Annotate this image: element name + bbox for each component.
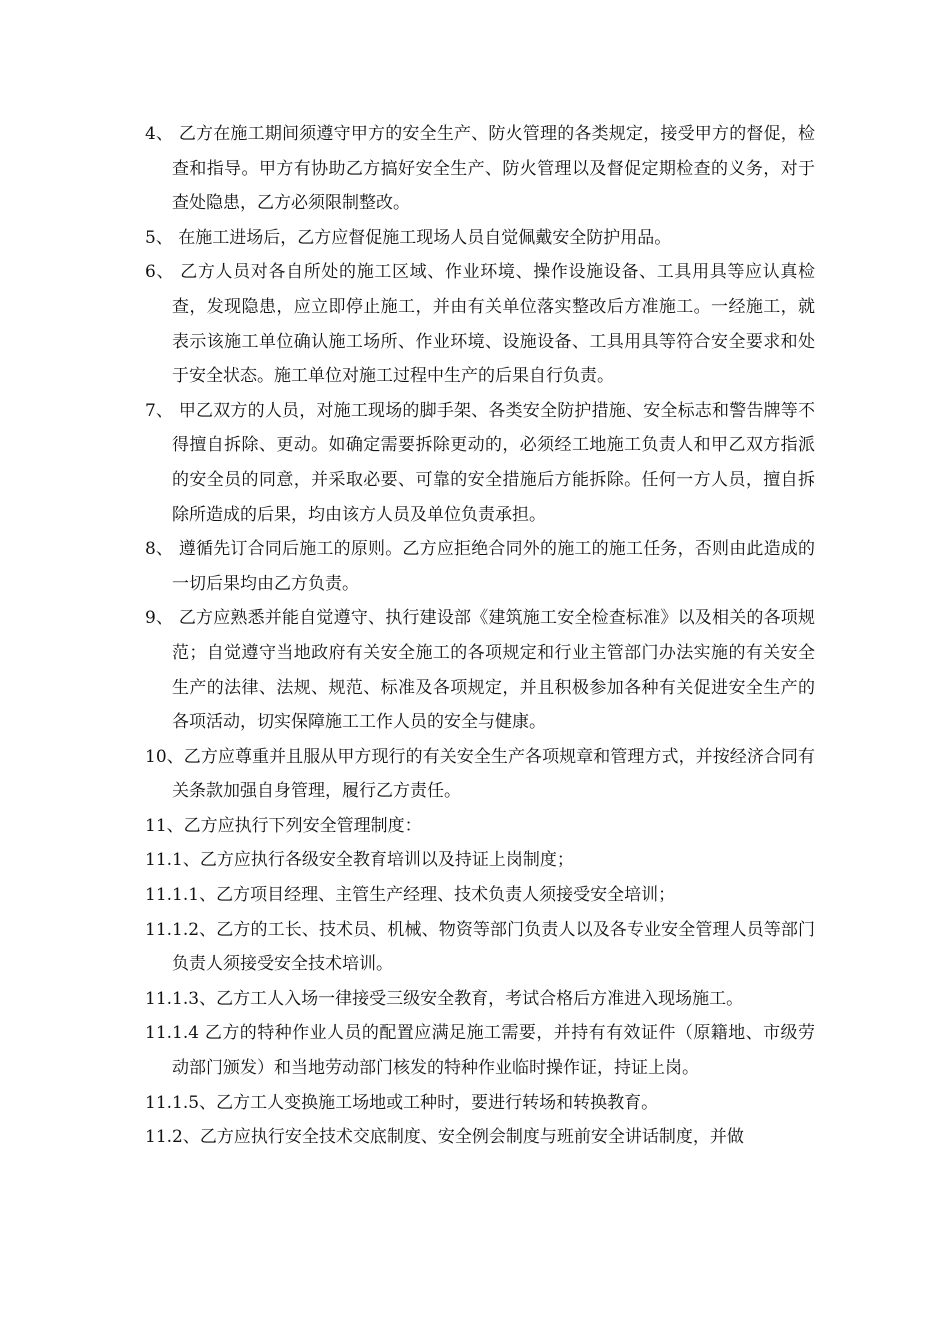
clause-11-1 [145,843,815,878]
clause-11-1-4 [145,1016,815,1085]
clause-11-1-1 [145,878,815,913]
clause-number: 7、 [145,400,179,421]
clause-text: 乙方工人变换施工场地或工种时，要进行转场和转换教育。 [216,1092,659,1113]
clause-text: 乙方应熟悉并能自觉遵守、执行建设部《建筑施工安全检查标准》以及相关的各项规范；自觉遵守当地政府有关安全施工的各项规定和行业主管部门办法实施的有关安全生产的法律、法规、规范、标准及各项规定，并且积极参加各种有关促进安全生产的各项活动，切实保障施工工作人员的安全与健康。 [172,608,815,733]
clause-text: 乙方应执行各级安全教育培训以及持证上岗制度； [199,850,574,871]
clause-text: 乙方项目经理、主管生产经理、技术负责人须接受安全培训； [216,885,676,906]
clause-number: 8、 [145,539,179,560]
clause-10 [145,740,815,809]
clause-11-2 [145,1120,815,1155]
clause-8 [145,532,815,601]
clause-text: 乙方应尊重并且服从甲方现行的有关安全生产各项规章和管理方式，并按经济合同有关条款加强自身管理，履行乙方责任。 [172,746,815,802]
clause-number: 6、 [145,262,181,283]
clause-text: 乙方在施工期间须遵守甲方的安全生产、防火管理的各类规定，接受甲方的督促，检查和指导。甲方有协助乙方搞好安全生产、防火管理以及督促定期检查的义务，对于查处隐患，乙方必须限制整改。 [172,124,815,214]
clause-number: 11.1.4 [145,1023,205,1044]
clause-number: 11、 [145,815,184,836]
clause-number: 11.1.3、 [145,988,217,1009]
clause-9 [145,601,815,739]
clause-11 [145,809,815,844]
clause-text: 乙方应执行下列安全管理制度： [183,815,422,836]
clause-number: 10、 [145,746,184,767]
clause-7 [145,394,815,532]
clause-number: 4、 [145,124,179,144]
clause-text: 乙方应执行安全技术交底制度、安全例会制度与班前安全讲话制度，并做 [199,1127,744,1148]
clause-5 [145,221,815,256]
clause-11-1-3 [145,982,815,1017]
clause-number: 11.1.2、 [145,919,217,940]
clause-text: 乙方的特种作业人员的配置应满足施工需要，并持有有效证件（原籍地、市级劳动部门颁发）和当地劳动部门核发的特种作业临时操作证，持证上岗。 [172,1023,815,1079]
clause-number: 5、 [145,227,179,248]
clause-11-1-2 [145,913,815,982]
clause-11-1-5 [145,1086,815,1121]
clause-text: 遵循先订合同后施工的原则。乙方应拒绝合同外的施工的施工任务，否则由此造成的一切后果均由乙方负责。 [172,539,815,594]
clause-text: 甲乙双方的人员，对施工现场的脚手架、各类安全防护措施、安全标志和警告牌等不得擅自拆除、更动。如确定需要拆除更动的，必须经工地施工负责人和甲乙双方指派的安全员的同意，并采取必要、可靠的安全措施后方能拆除。任何一方人员，擅自拆除所造成的后果，均由该方人员及单位负责承担。 [172,400,815,525]
clause-number: 11.1、 [145,850,200,871]
clause-text: 乙方工人入场一律接受三级安全教育，考试合格后方准进入现场施工。 [216,988,744,1009]
clause-text: 乙方人员对各自所处的施工区域、作业环境、操作设施设备、工具用具等应认真检查，发现隐患，应立即停止施工，并由有关单位落实整改后方准施工。一经施工，就表示该施工单位确认施工场所、作业环境、设施设备、工具用具等符合安全要求和处于安全状态。施工单位对施工过程中生产的后果自行负责。 [172,262,815,387]
clause-text: 乙方的工长、技术员、机械、物资等部门负责人以及各专业安全管理人员等部门负责人须接受安全技术培训。 [172,919,815,975]
clause-number: 9、 [145,608,179,629]
clause-6 [145,255,815,393]
clause-number: 11.1.5、 [145,1092,217,1113]
document-body [145,117,815,1155]
clause-4 [145,117,815,221]
clause-number: 11.2、 [145,1127,200,1148]
clause-number: 11.1.1、 [145,885,217,906]
clause-text: 在施工进场后，乙方应督促施工现场人员自觉佩戴安全防护用品。 [178,227,672,248]
